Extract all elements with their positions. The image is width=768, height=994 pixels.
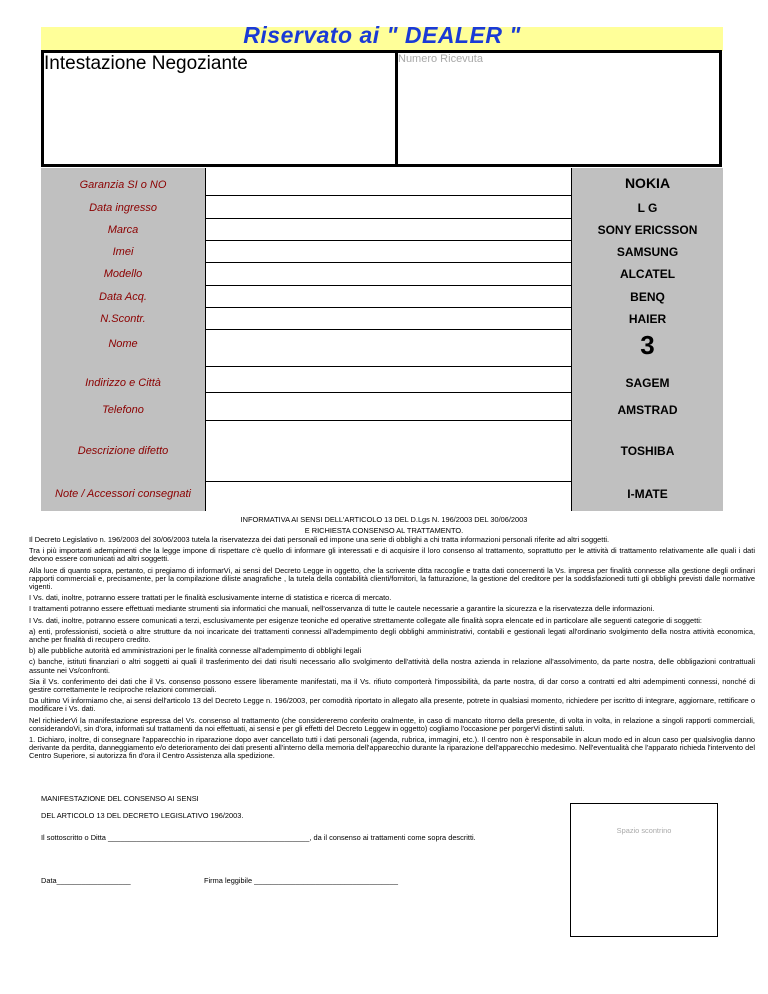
label-marca: Marca bbox=[107, 224, 139, 236]
legal-paragraph: Il Decreto Legislativo n. 196/2003 del 30/06/2003 tutela la riservatezza dei dati personali ed impone una serie di obblighi a chi tratta informazioni personali riferite ad altri soggetti. bbox=[29, 535, 610, 544]
label-modello: Modello bbox=[103, 268, 143, 280]
brand-sony-ericsson: SONY ERICSSON bbox=[597, 223, 698, 237]
label-telefono: Telefono bbox=[102, 404, 144, 416]
legal-paragraph: I Vs. dati, inoltre, potranno essere comunicati a terzi, esclusivamente per esigenze teoniche ed operative strettamente collegate alle finalità sopra elencate ed in particolare alle seguenti categorie di soggetti: bbox=[29, 615, 702, 625]
input-telefono[interactable] bbox=[205, 420, 572, 421]
legal-text bbox=[29, 536, 755, 764]
label-garanzia: Garanzia SI o NO bbox=[79, 179, 167, 191]
brand-three: 3 bbox=[640, 330, 655, 360]
consent-heading: MANIFESTAZIONE DEL CONSENSO AI SENSI bbox=[41, 794, 199, 803]
input-imei[interactable] bbox=[205, 262, 572, 263]
receipt-stamp-label: Spazio scontrino bbox=[616, 826, 672, 835]
legal-paragraph: Sia il Vs. conferimento dei dati che il Vs. consenso possono essere liberamente manifestati, ma il Vs. rifiuto comporterà l'impossibilità, da parte nostra, di dar corso a contratti ed altri adempimenti connessi, nonché di gestire correttamente le reciproche relazioni commerciali. bbox=[29, 676, 755, 695]
legal-paragraph: b) alle pubbliche autorità ed amministrazioni per le finalità connesse all'adempimento di obblighi legali bbox=[29, 646, 362, 656]
form-input-column bbox=[205, 168, 572, 511]
label-descrizione-difetto: Descrizione difetto bbox=[77, 445, 169, 457]
brand-amstrad: AMSTRAD bbox=[617, 403, 678, 417]
legal-paragraph: I trattamenti potranno essere effettuati mediante strumenti sia informatici che manuali, nell'osservanza di tutte le cautele necessarie a garantire la sicurezza e la riservatezza delle informazioni. bbox=[29, 604, 655, 614]
brand-alcatel: ALCATEL bbox=[619, 267, 676, 281]
dealer-box-divider bbox=[395, 50, 398, 167]
label-data-ingresso: Data ingresso bbox=[89, 202, 157, 214]
legal-paragraph: I Vs. dati, inoltre, potranno essere trattati per le finalità esclusivamente interne di statistica e ricerca di mercato. bbox=[29, 593, 392, 603]
dealer-label: Intestazione Negoziante bbox=[44, 53, 248, 74]
input-marca[interactable] bbox=[205, 240, 572, 241]
legal-paragraph: Alla luce di quanto sopra, pertanto, ci pregiamo di informarVi, ai sensi del Decreto Legge in oggetto, che la scrivente ditta raccoglie e tratta dati concernenti la Vs. impresa per finalità connesse alla gestione degli ordinari rapporti commerciali e, precisamente, per la compilazione diliste anagrafiche , la tutela della contabilità clienti/fornitori, la fatturazione, la gestione del creditore per la soddisfazionedi tutti gli obblighi previsti dalle normative vigenti. bbox=[29, 565, 755, 592]
label-indirizzo: Indirizzo e Città bbox=[85, 377, 161, 389]
input-garanzia[interactable] bbox=[205, 195, 572, 196]
input-modello[interactable] bbox=[205, 285, 572, 286]
label-nome: Nome bbox=[108, 338, 138, 350]
input-n-scontr[interactable] bbox=[205, 329, 572, 330]
label-data-acq: Data Acq. bbox=[99, 291, 147, 303]
input-nome[interactable] bbox=[205, 366, 572, 367]
consent-signatory-line[interactable]: Il sottoscritto o Ditta _________________________________________________, da il consenso ai trattamenti come sopra descritti. bbox=[41, 833, 476, 842]
brand-benq: BENQ bbox=[630, 290, 665, 304]
legal-paragraph: Tra i più importanti adempimenti che la legge impone di rispettare c'è quello di informare gli interessati e di acquisire il loro consenso al trattamento, soprattutto per le attività di trattamento relativamente alle quali i dati devono essere comunicati ad altri soggetti. bbox=[29, 546, 755, 564]
label-imei: Imei bbox=[112, 246, 134, 258]
receipt-number-label: Numero Ricevuta bbox=[398, 53, 483, 65]
signature-field[interactable]: Firma leggibile ___________________________________ bbox=[204, 876, 398, 885]
legal-paragraph: c) banche, istituti finanziari o altri soggetti ai quali il trasferimento dei dati risulti necessario allo svolgimento dell'attività della nostra azienda in relazione all'assolvimento, da parte nostra, delle obbligazioni contrattuali assunte nei Vs/confronti. bbox=[29, 657, 755, 675]
input-data-acq[interactable] bbox=[205, 307, 572, 308]
legal-paragraph: Da ultimo Vi informiamo che, ai sensi dell'articolo 13 del Decreto Legge n. 196/2003, per comodità riportato in allegato alla presente, potrete in qualsiasi momento, richiedere per iscritto di integrare, aggiornare, rettificare o modificare i Vs. dati. bbox=[29, 696, 755, 714]
legal-paragraph: Nel richiederVi la manifestazione espressa del Vs. consenso al trattamento (che considereremo conferito oralmente, in caso di mancato ritorno della presente, di volta in volta, in relazione a singoli rapporti commerciali, considerandoVi, sin d'ora, informati sul trattamenti da noi effettuati, ai sensi e per gli effetti del Decreto Leggew in oggetto) cogliamo l'occasione per porgerVi distinti saluti. bbox=[29, 715, 755, 733]
page-title: Riservato ai " DEALER " bbox=[243, 22, 521, 48]
brand-toshiba: TOSHIBA bbox=[620, 444, 675, 458]
input-data-ingresso[interactable] bbox=[205, 218, 572, 219]
input-indirizzo[interactable] bbox=[205, 392, 572, 393]
brand-i-mate: I-MATE bbox=[627, 487, 668, 501]
receipt-stamp-box[interactable] bbox=[570, 803, 718, 937]
label-n-scontr: N.Scontr. bbox=[100, 313, 146, 325]
input-descrizione-difetto[interactable] bbox=[205, 481, 572, 482]
legal-paragraph: 1. Dichiaro, inoltre, di consegnare l'apparecchio in riparazione dopo aver cancellato tutti i dati personali (agenda, rubrica, immagini, etc.). Il centro non è responsabile in alcun modo ed in alcun caso per qualsivoglia danno derivante da perdita, danneggiamento e/o deterioramento dei dati presenti all'interno della memoria dell'apparecchio durante la riparazione dell'apparecchio medesimo. Nell'eventualità che l'apparato richieda l'intervento del Centro Superiore, si autorizza fin d'ora il Centro Assistenza alla spedizione. bbox=[29, 735, 755, 761]
legal-paragraph: a) enti, professionisti, società o altre strutture da noi incaricate dei trattamenti connessi all'adempimento degli obblighi amministrativi, contabili e gestionali legati all'ordinario svolgimento della nostra attività economica, anche per finalità di recupero credito. bbox=[29, 626, 755, 645]
brand-lg: L G bbox=[637, 201, 658, 215]
label-note-accessori: Note / Accessori consegnati bbox=[55, 488, 191, 500]
date-field[interactable]: Data__________________ bbox=[41, 876, 131, 885]
consent-article: DEL ARTICOLO 13 DEL DECRETO LEGISLATIVO 196/2003. bbox=[41, 811, 244, 820]
brand-nokia: NOKIA bbox=[624, 175, 671, 191]
informativa-subtitle: E RICHIESTA CONSENSO AL TRATTAMENTO. bbox=[304, 526, 464, 535]
brand-haier: HAIER bbox=[628, 312, 667, 326]
brand-samsung: SAMSUNG bbox=[616, 245, 679, 259]
brand-sagem: SAGEM bbox=[625, 376, 670, 390]
informativa-title: INFORMATIVA AI SENSI DELL'ARTICOLO 13 DEL D.Lgs N. 196/2003 DEL 30/06/2003 bbox=[240, 515, 528, 524]
